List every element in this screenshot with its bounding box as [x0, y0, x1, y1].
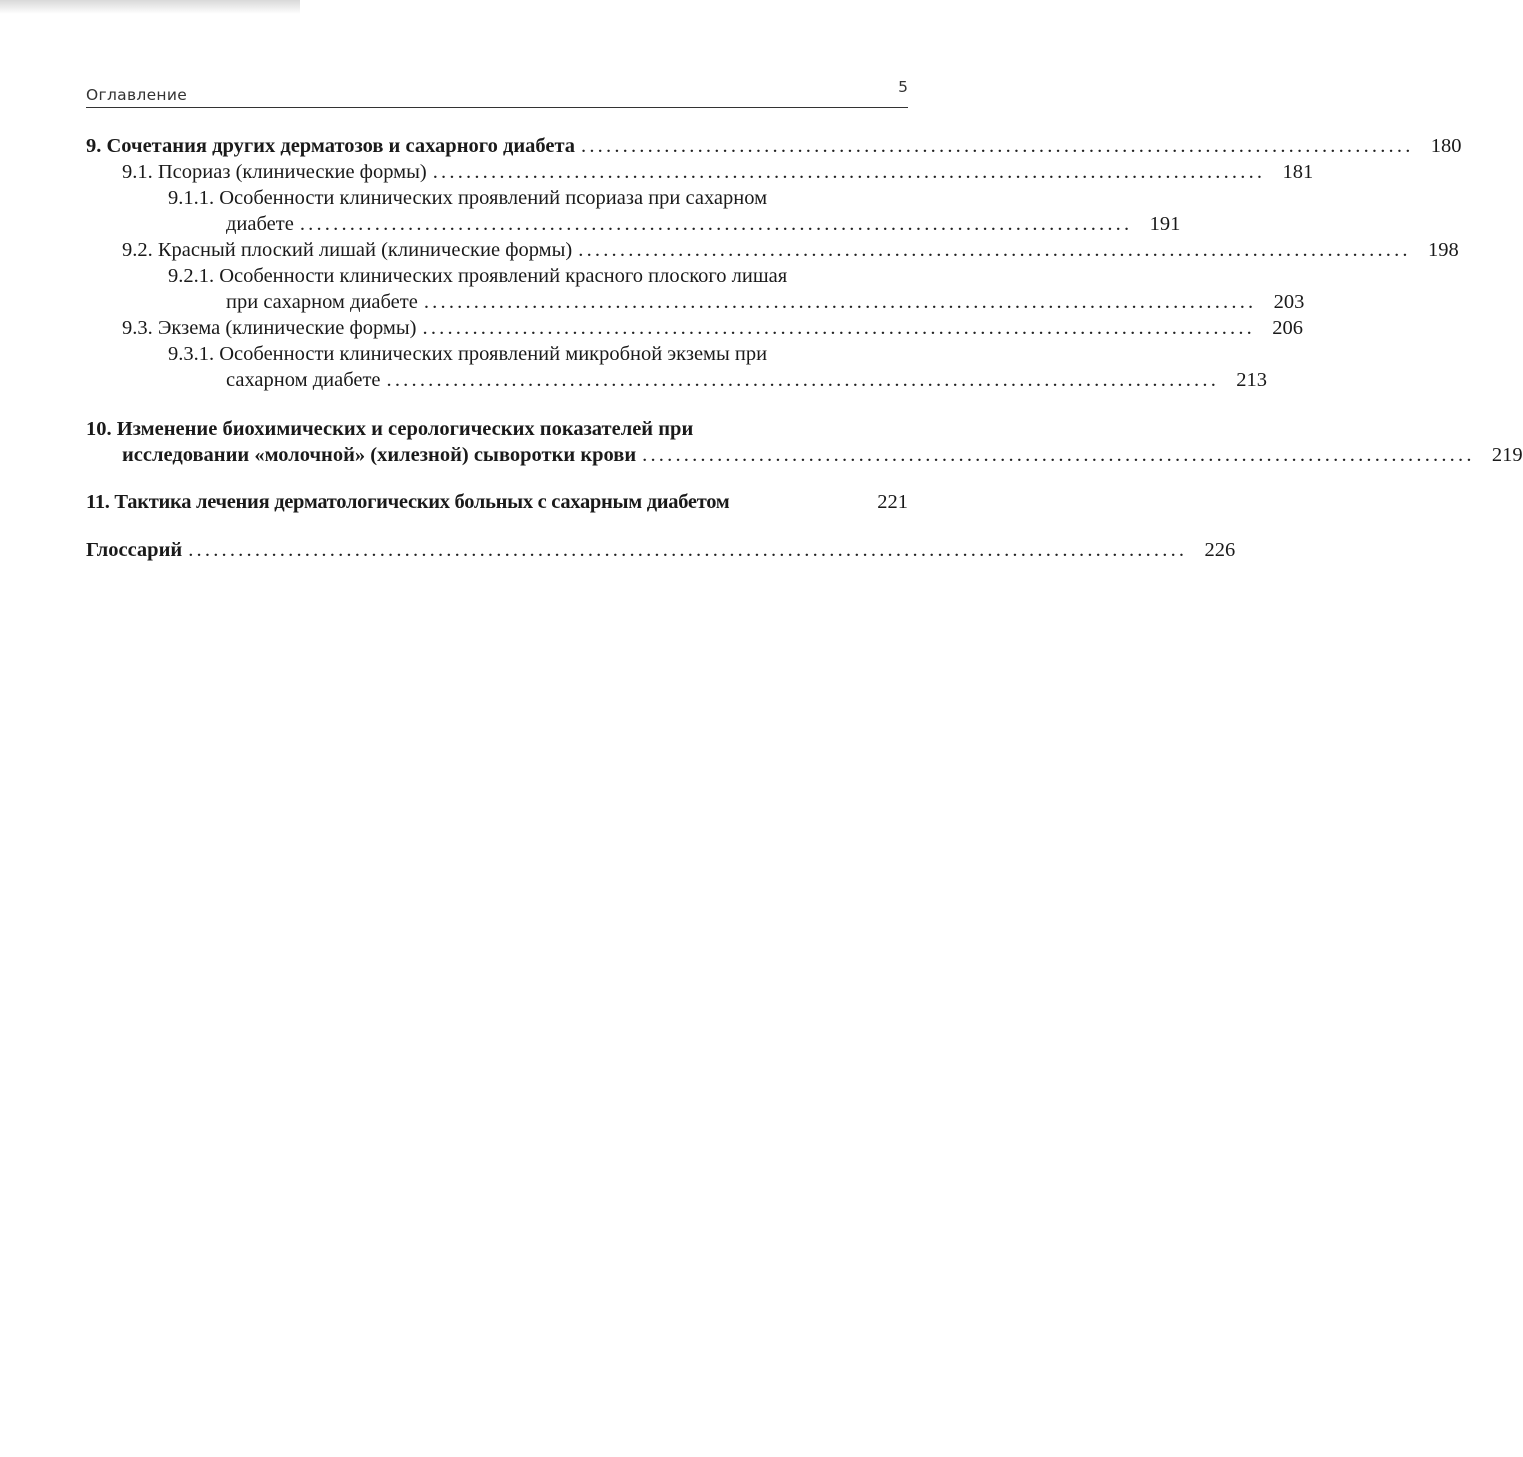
toc-entry-page: 203 — [1273, 291, 1305, 313]
toc-entry-title: 9.2.1. Особенности клинических проявлений красного плоского лишая — [168, 265, 788, 287]
leader-dots: .................................................................................................... — [386, 369, 1220, 391]
toc-entry-9-2-1-line2[interactable] — [226, 289, 1305, 315]
leader-dots: ........................................................................................................................ — [188, 539, 1188, 561]
toc-entry-9-1-1-line1[interactable] — [168, 185, 864, 211]
toc-entry-title: 9.3. Экзема (клинические формы) — [122, 317, 417, 339]
toc-entry-title: 11. Тактика лечения дерматологических больных с сахарным диабетом — [86, 491, 730, 513]
toc-entry-page: 226 — [1204, 539, 1236, 561]
toc-entry-page: 198 — [1428, 239, 1459, 261]
toc-entry-page: 206 — [1272, 317, 1303, 339]
toc-entry-page: 221 — [877, 491, 908, 513]
toc-entry-title: 9.1. Псориаз (клинические формы) — [122, 161, 427, 183]
toc-entry-title-continued: сахарном диабете — [226, 369, 381, 391]
leader-dots: .................................................................................................... — [423, 291, 1257, 313]
leader-dots: .................................................................................................... — [578, 239, 1411, 261]
toc-entry-chapter-10-line1[interactable] — [86, 416, 864, 442]
toc-entry-9-2-1-line1[interactable] — [168, 263, 864, 289]
toc-entry-9-1[interactable] — [122, 159, 1314, 185]
toc-entry-title: 10. Изменение биохимических и серологических показателей при — [86, 418, 694, 440]
toc-entry-title-continued: диабете — [226, 213, 294, 235]
toc-entry-chapter-11[interactable] — [86, 489, 908, 515]
toc-entry-9-3-1-line1[interactable] — [168, 341, 864, 367]
header-title: Оглавление — [86, 86, 188, 104]
toc-entry-chapter-10-line2[interactable] — [122, 442, 1523, 468]
leader-dots: .................................................................................................... — [642, 444, 1475, 466]
toc-entry-title: 9.1.1. Особенности клинических проявлений псориаза при сахарном — [168, 187, 768, 209]
toc-entry-title: Глоссарий — [86, 539, 183, 561]
leader-dots: .................................................................................................... — [432, 161, 1266, 183]
leader-dots: .................................................................................................... — [299, 213, 1133, 235]
toc-entry-9-3-1-line2[interactable] — [226, 367, 1268, 393]
toc-entry-title-continued: исследовании «молочной» (хилезной) сыворотки крови — [122, 444, 637, 466]
toc-entry-chapter-9[interactable] — [86, 133, 1462, 159]
toc-entry-title-continued: при сахарном диабете — [226, 291, 418, 313]
toc-entry-page: 180 — [1430, 135, 1462, 157]
toc-entry-9-1-1-line2[interactable] — [226, 211, 1181, 237]
scan-shadow — [0, 0, 300, 14]
toc-entry-page: 181 — [1282, 161, 1314, 183]
header-page-number: 5 — [898, 78, 908, 96]
toc-entry-page: 213 — [1236, 369, 1268, 391]
toc-entry-page: 219 — [1491, 444, 1523, 466]
toc-entry-title: 9.2. Красный плоский лишай (клинические формы) — [122, 239, 573, 261]
toc-entry-page: 191 — [1149, 213, 1181, 235]
toc-entry-9-3[interactable] — [122, 315, 1303, 341]
toc-entry-title: 9.3.1. Особенности клинических проявлений микробной экземы при — [168, 343, 768, 365]
header-rule — [86, 107, 908, 108]
leader-dots: .................................................................................................... — [581, 135, 1414, 157]
leader-dots: .................................................................................................... — [422, 317, 1255, 339]
toc-entry-glossary[interactable] — [86, 537, 1236, 563]
toc-entry-9-2[interactable] — [122, 237, 1459, 263]
running-header — [86, 78, 908, 108]
toc-entry-title: 9. Сочетания других дерматозов и сахарного диабета — [86, 135, 576, 157]
